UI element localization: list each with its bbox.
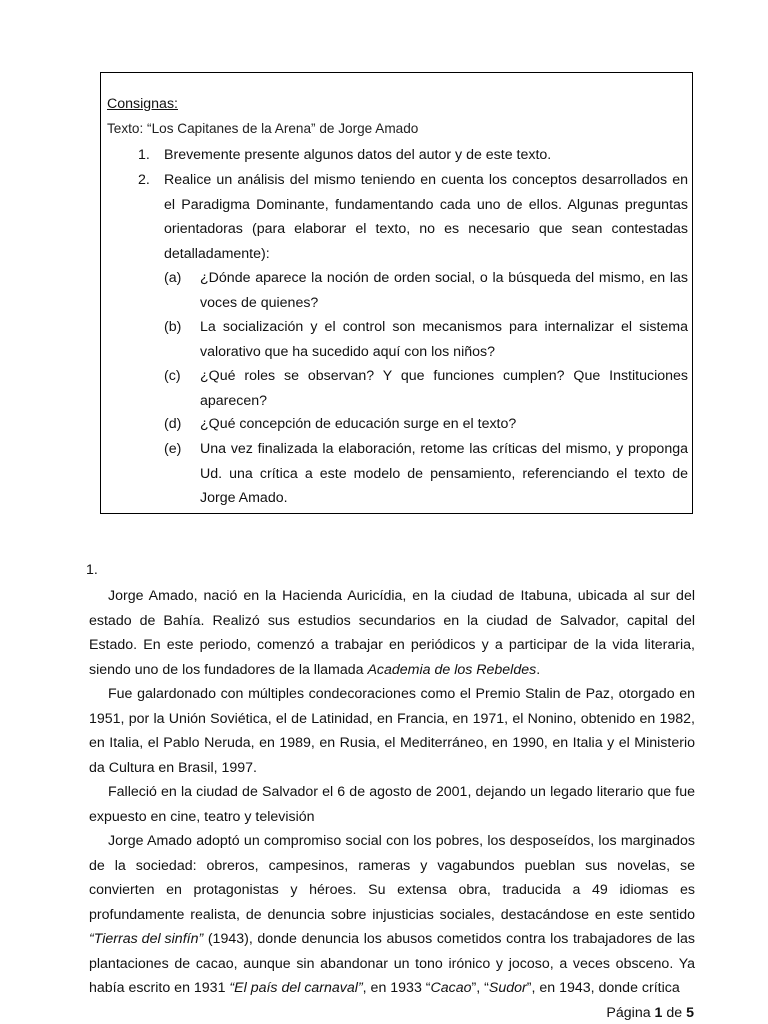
subitem-text: ¿Dónde aparece la noción de orden social, o la búsqueda del mismo, en las voces de quienes? [200, 270, 688, 311]
body-line: Jorge Amado adoptó un compromiso social con los pobres, los desposeídos, los marginados [108, 833, 695, 849]
body-line: Jorge Amado, nació en la Hacienda Auricídia, en la ciudad de Itabuna, ubicada al sur del [108, 588, 695, 604]
body-line [89, 929, 695, 949]
body-line: Estado. En este periodo, comenzó a trabajar en periódicos y a participar de la vida literaria, [89, 637, 695, 653]
body-line: de la sociedad: obreros, campesinos, rameras y vagabundos pueblan sus novelas, se [89, 858, 695, 874]
body-text: ”, en 1943, donde crítica [526, 980, 680, 996]
page-total: 5 [686, 1005, 694, 1021]
page-current: 1 [654, 1005, 663, 1021]
body-text: siendo uno de los fundadores de la llamada [89, 662, 368, 678]
body-line: estado de Bahía. Realizó sus estudios secundarios en la ciudad de Salvador, capital del [89, 613, 695, 629]
item-number: 2. [138, 172, 150, 188]
italic-title: Academia de los Rebeldes [367, 662, 537, 678]
body-text: ”, “ [471, 980, 489, 996]
body-text: (1943), donde denuncia los abusos cometidos contra los trabajadores de las [203, 931, 695, 947]
italic-title: “Tierras del sinfín” [89, 931, 204, 947]
body-line: da Cultura en Brasil, 1997. [89, 760, 257, 776]
body-line: 1951, por la Unión Soviética, el de Latinidad, en Francia, en 1971, el Nonino, obtenido en 1982, [89, 711, 695, 727]
italic-title: “El país del carnaval” [229, 980, 363, 996]
subitem-label: (b) [164, 319, 182, 335]
subitem-label: (e) [164, 441, 182, 457]
subitem-label: (c) [164, 368, 181, 384]
italic-title: Cacao [430, 980, 472, 996]
body-text: , en 1933 “ [362, 980, 431, 996]
subitem-text: La socialización y el control son mecanismos para internalizar el sistema valorativo que ha sucedido aquí con los niños? [200, 319, 688, 360]
item-text: Brevemente presente algunos datos del autor y de este texto. [164, 147, 552, 163]
texto-reference: Texto: “Los Capitanes de la Arena” de Jorge Amado [107, 121, 419, 136]
subitem-text: Una vez finalizada la elaboración, retome las críticas del mismo, y proponga Ud. una crítica a este modelo de pensamiento, referenciando el texto de Jorge Amado. [200, 441, 688, 506]
subitem-label: (d) [164, 416, 182, 432]
page-indicator [606, 1005, 694, 1021]
body-line: expuesto en cine, teatro y televisión [89, 809, 315, 825]
body-line: convierten en protagonistas y héroes. Su extensa obra, traducida a 49 idiomas es [89, 882, 695, 898]
body-line [89, 660, 695, 680]
consignas-heading: Consignas: [107, 96, 178, 112]
body-line: plantaciones de cacao, aunque sin abandonar un tono irónico y jocoso, a veces obsceno. Ya [89, 956, 695, 972]
body-text: . [536, 662, 541, 678]
body-text: había escrito en 1931 [89, 980, 230, 996]
item-number: 1. [138, 147, 150, 163]
italic-title: Sudor [488, 980, 527, 996]
page-label: Página [606, 1005, 655, 1021]
body-line: Falleció en la ciudad de Salvador el 6 de agosto de 2001, dejando un legado literario que fue [108, 784, 695, 800]
body-line: en Italia, el Pablo Neruda, en 1989, en Rusia, el Mediterráneo, en 1990, en Italia y el Ministerio [89, 735, 695, 751]
body-line [89, 978, 695, 998]
page-of: de [662, 1005, 687, 1021]
body-line: profundamente realista, de denuncia sobre injusticias sociales, destacándose en este sentido [89, 907, 695, 923]
body-line: Fue galardonado con múltiples condecoraciones como el Premio Stalin de Paz, otorgado en [108, 686, 695, 702]
section-number: 1. [86, 562, 98, 578]
subitem-label: (a) [164, 270, 182, 286]
subitem-text: ¿Qué roles se observan? Y que funciones cumplen? Que Instituciones aparecen? [200, 368, 688, 409]
subitem-text: ¿Qué concepción de educación surge en el texto? [200, 416, 517, 432]
item-text: Realice un análisis del mismo teniendo en cuenta los conceptos desarrollados en el Paradigma Dominante, fundamentando cada uno de ellos. Algunas preguntas orientadoras (para elaborar el texto, no es necesario que sean contestadas detalladamente): [164, 172, 688, 262]
